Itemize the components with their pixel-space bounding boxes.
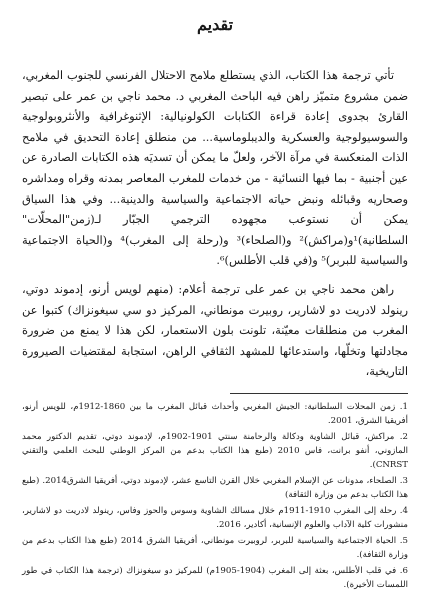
intro-paragraph: تأتي ترجمة هذا الكتاب، الذي يستطلع ملامح الاحتلال الفرنسي للجنوب المغربي، ضمن مشروع متميّز راهن فيه الباحث المغربي د. محمد ناجي بن عمر على تبصير القارئ بجدوى إعادة قراءة الكتابات الكولونيالية: الإثنوغرافية والأنثروبولوجية والسوسيولوجية والعسكرية والديبلوماسية... من منطلق إعادة التحديق في ملامح الذات المنعكسة في مرآة الآخر، ولعلّ ما يمكن أن تسديَه هذه الكتابات الصادرة عن عين أجنبية - بما فيها النسائية - من خدمات للمغرب المعاصر بمدنه وقراه ومداشره وصحاريه وقبائله ونبض حياته الاجتماعية والسياسية والدينية... وفي هذا السياق يمكن أن نستوعب مجهوده الترجمي الجبّار لـ(زمن"المحلّات" السلطانية)¹و(مراكش)² و(الصلحاء)³ و(رحلة إلى المغرب)⁴ و(الحياة الاجتماعية والسياسية للبربر)⁵ و(في قلب الأطلس)⁶.	[22, 69, 408, 268]
footnote-4: 4. رحلة إلى المغرب 1910-1911م خلال مسالك الشاوية وسوس والحوز وفاس، رينولد لادريت دو لاشارير، منشورات كلية الآداب والعلوم الإنسانية، أكادير، 2016.	[22, 505, 408, 530]
footnote-6: 6. في قلب الأطلس، بعثة إلى المغرب (1904-1905م) للمركيز دو سيغونزاك (ترجمة هذا الكتاب في طور اللمسات الأخيرة).	[22, 565, 408, 590]
footnote-divider	[230, 393, 408, 394]
body-paragraph: راهن محمد ناجي بن عمر على ترجمة أعلام: (منهم لويس أرنو، إدموند دوتي، رينولد لادريت دو لاشارير، روبيرت مونطاني، المركيز دو سي سيغونزاك) كتبوا عن المغرب من منطلقات معيّنة، تلونت بلون الاستعمار، لكن هذا لا يمنع من ضرورة مجادلتها وتخلّها، واستدعائها للمشهد الثقافي الراهن، استجابة لمقتضيات الصيرورة التاريخية،	[22, 282, 408, 379]
footnote-1: 1. زمن المحلات السلطانية: الجيش المغربي وأحداث قبائل المغرب ما بين 1860-1912م، للويس أرنو، أفريقيا الشرق، 2001.	[22, 401, 408, 426]
footnote-3: 3. الصلحاء، مدونات عن الإسلام المغربي خلال القرن التاسع عشر، لإدموند دوتي، أفريقيا الشرق2014. (طبع هذا الكتاب بدعم من وزارة الثقافة)	[22, 475, 409, 500]
page-title: تقديم	[196, 15, 234, 34]
footnote-5: 5. الحياة الاجتماعية والسياسية للبربر، لروبيرت مونطاني، أفريقيا الشرق 2014 (طبع هذا الكتاب بدعم من وزارة الثقافة).	[22, 535, 408, 560]
footnote-2: 2. مراكش، قبائل الشاوية ودكالة والرحامنة سنتي 1901-1902م، لإدموند دوتي، تقديم الدكتور محمد المازوني، أنفو برانت، فاس 2010 (طبع هذا الكتاب بدعم من المركز الوطني للبحث العلمي والتقني CNRST).	[22, 431, 409, 470]
footnotes-list	[22, 400, 408, 592]
